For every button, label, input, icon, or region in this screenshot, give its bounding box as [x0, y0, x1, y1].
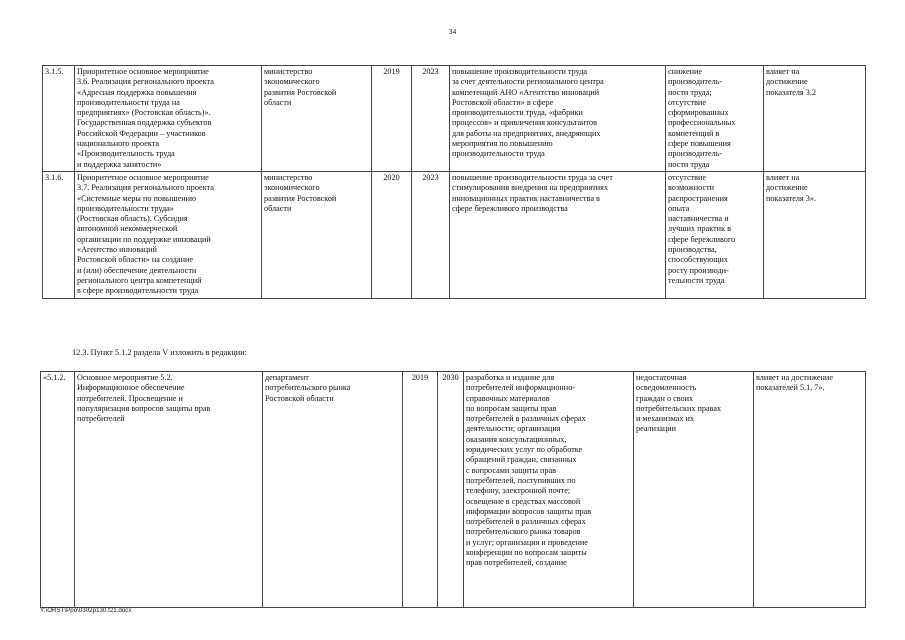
- start-year-cell: 2019: [372, 66, 412, 172]
- end-year-cell: 2023: [412, 66, 450, 172]
- expected-result-cell: повышение производительности труда за счет деятельности регионального центра компетенций АНО «Агентство инноваций Ростовской области» в сфере производительности труда, «фабрики процессов» и привлечения консультантов для работы на предприятиях, внедряющих мероприятия по повышению производительности труда: [450, 66, 666, 172]
- start-year-cell: 2020: [372, 171, 412, 298]
- amendment-note: 12.3. Пункт 5.1.2 раздела V изложить в редакции:: [72, 348, 247, 357]
- indicator-link-cell: влияет на достижение показателя 3.2: [764, 66, 866, 172]
- row-number-cell: «5.1.2.: [41, 372, 75, 608]
- indicator-link-cell: влияет на достижение показателей 5.1, 7».: [754, 372, 866, 608]
- consequence-cell: снижение производитель- ности труда; отсутствие сформированных профессиональных компетенций в сфере повышения производитель- ности труда: [666, 66, 764, 172]
- expected-result-cell: разработка и издание для потребителей информационно- справочных материалов по вопросам защиты прав потребителей в различных сферах деятельности; организация оказания консультационных, юридических услуг по обработке обращений граждан, связанных с вопросами защиты прав потребителей, поступивших по телефону, электронной почте; освещение в средствах массовой информации вопросов защиты прав потребителей в различных сферах потребительского рынка товаров и услуг; организация и проведение конференции по вопросам защиты прав потребителей, создание: [464, 372, 634, 608]
- measures-table-amended: [40, 371, 866, 608]
- measures-table-continued: [42, 65, 866, 299]
- end-year-cell: 2030: [438, 372, 464, 608]
- page-number: 34: [448, 27, 457, 36]
- consequence-cell: отсутствие возможности распространения опыта наставничества и лучших практик в сфере бережливого производства, способствующих росту производи- тельности труда: [666, 171, 764, 298]
- executor-cell: министерство экономического развития Ростовской области: [262, 171, 372, 298]
- expected-result-cell: повышение производительности труда за счет стимулирования внедрения на предприятиях инновационных практик наставничества в сфере бережливого производства: [450, 171, 666, 298]
- consequence-cell: недостаточная осведомленность граждан о своих потребительских правах и механизмах их реализации: [634, 372, 754, 608]
- executor-cell: департамент потребительского рынка Ростовской области: [263, 372, 403, 608]
- measure-name-cell: Основное мероприятие 5.2. Информационное обеспечение потребителей. Просвещение и популяризация вопросов защиты прав потребителей: [75, 372, 263, 608]
- file-path-footer: Y:\ORST\Ppo\0302p130.f21.docx: [40, 607, 132, 614]
- indicator-link-cell: влияет на достижение показателя 3».: [764, 171, 866, 298]
- table-row: [41, 372, 866, 608]
- executor-cell: министерство экономического развития Ростовской области: [262, 66, 372, 172]
- table-row: [43, 66, 866, 172]
- measure-name-cell: Приоритетное основное мероприятие 3.7. Реализация регионального проекта «Системные меры по повышению производительности труда» (Ростовская область). Субсидия автономной некоммерческой организации по поддержке инноваций «Агентство инноваций Ростовской области» на создание и (или) обеспечение деятельности регионального центра компетенций в сфере производительности труда: [75, 171, 262, 298]
- start-year-cell: 2019: [403, 372, 438, 608]
- row-number-cell: 3.1.6.: [43, 171, 75, 298]
- table-row: [43, 171, 866, 298]
- row-number-cell: 3.1.5.: [43, 66, 75, 172]
- end-year-cell: 2023: [412, 171, 450, 298]
- measure-name-cell: Приоритетное основное мероприятие 3.6. Реализация регионального проекта «Адресная поддержка повышения производительности труда на предприятиях» (Ростовская область)». Государственная поддержка субъектов Российской Федерации – участников национального проекта «Производительность труда и поддержка занятости»: [75, 66, 262, 172]
